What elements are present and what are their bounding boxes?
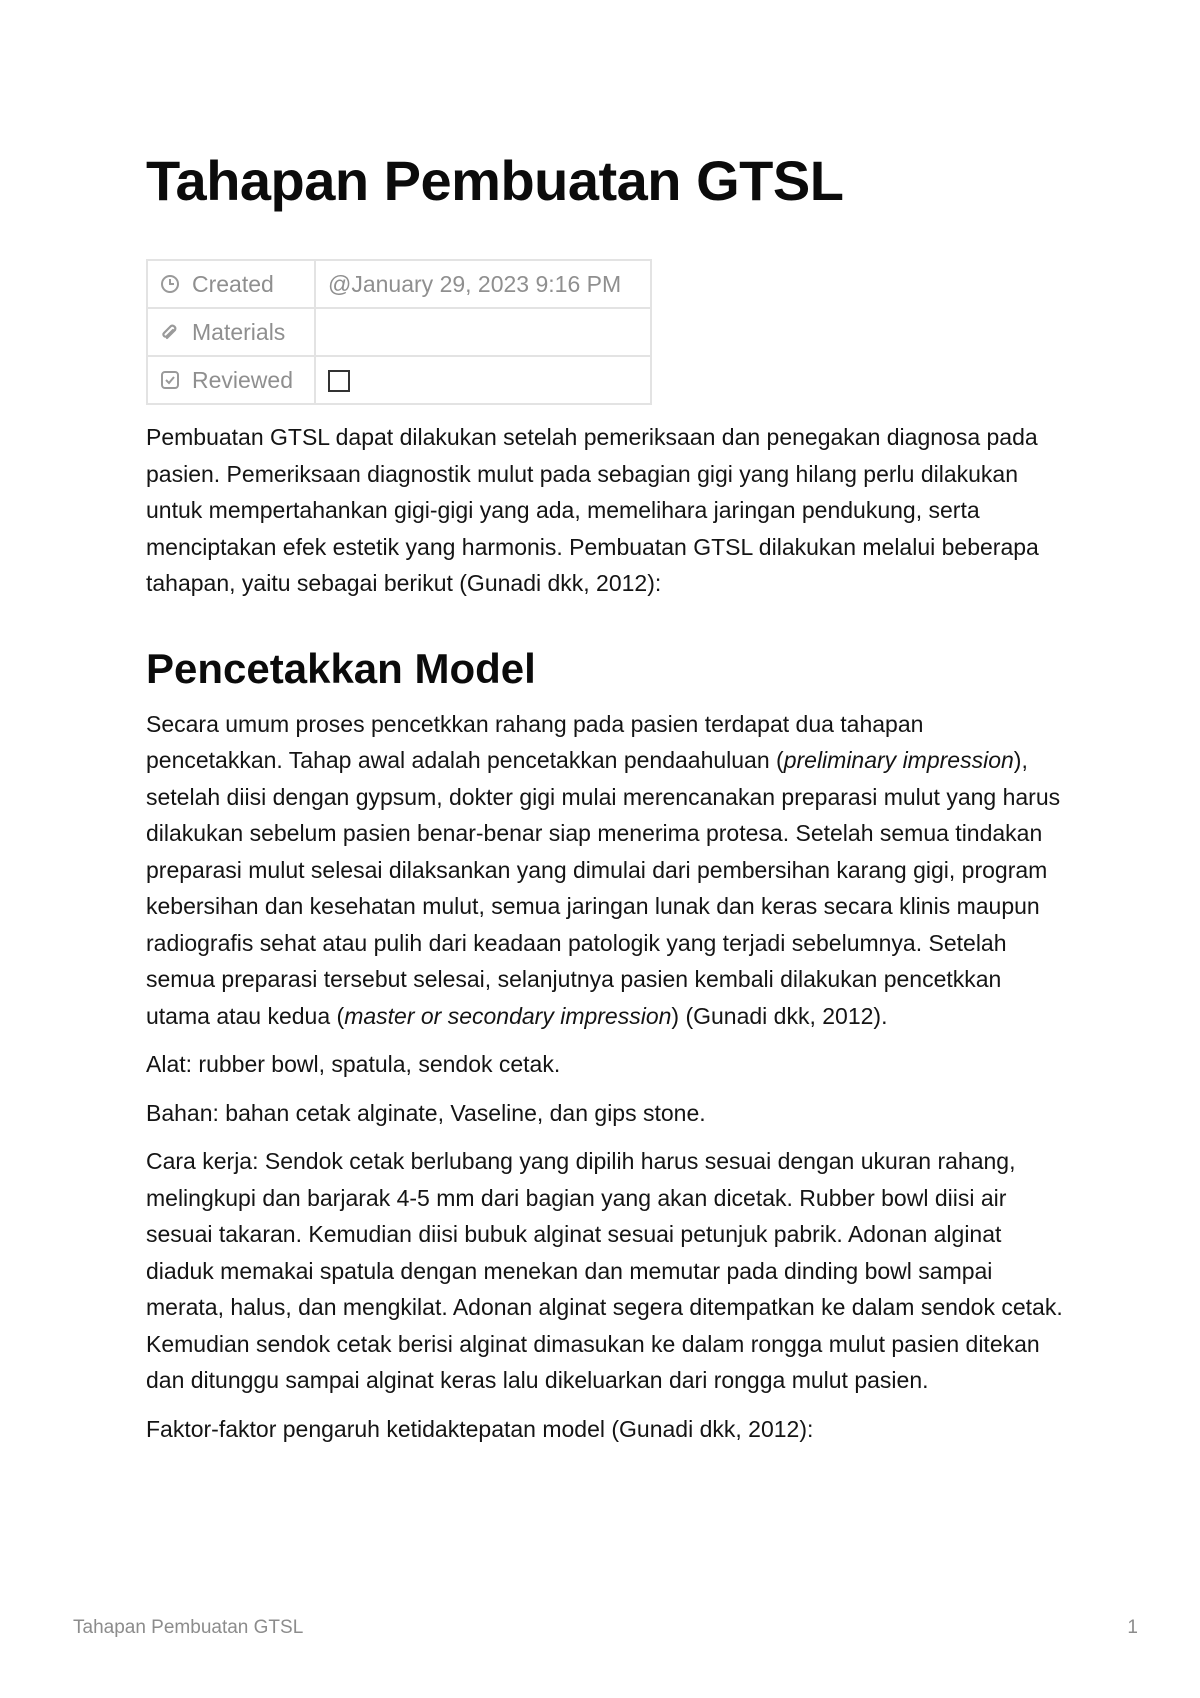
property-row-reviewed — [147, 356, 651, 404]
property-key-materials — [147, 308, 315, 356]
property-row-created — [147, 260, 651, 308]
italic-term: master or secondary impression — [344, 1002, 672, 1029]
section-heading: Pencetakkan Model — [146, 644, 536, 692]
bahan-paragraph: Bahan: bahan cetak alginate, Vaseline, dan gips stone. — [146, 1099, 706, 1126]
reviewed-checkbox[interactable] — [328, 370, 350, 392]
paragraph-text: ), setelah diisi dengan gypsum, dokter gigi mulai merencanakan preparasi mulut yang harus dilakukan sebelum pasien benar-benar siap menerima protesa. Setelah semua tindakan preparasi mulut selesai dilaksankan yang dimulai dari pembersihan karang gigi, program kebersihan dan kesehatan mulut, semua jaringan lunak dan keras secara klinis maupun radiografis sehat atau pulih dari keadaan patologik yang terjadi sebelumnya. Setelah semua preparasi tersebut selesai, selanjutnya pasien kembali dilakukan pencetkkan utama atau kedua ( — [146, 747, 1061, 1029]
property-label: Reviewed — [192, 366, 293, 393]
property-value-created[interactable]: @January 29, 2023 9:16 PM — [315, 260, 651, 308]
clock-icon — [160, 274, 180, 294]
cara-kerja-paragraph: Cara kerja: Sendok cetak berlubang yang dipilih harus sesuai dengan ukuran rahang, melingkupi dan barjarak 4-5 mm dari bagian yang akan dicetak. Rubber bowl diisi air sesuai takaran. Kemudian diisi bubuk alginat sesuai petunjuk pabrik. Adonan alginat diaduk memakai spatula dengan menekan dan memutar pada dinding bowl sampai merata, halus, dan mengkilat. Adonan alginat segera ditempatkan ke dalam sendok cetak. Kemudian sendok cetak berisi alginat dimasukan ke dalam rongga mulut pasien ditekan dan ditunggu sampai alginat keras lalu dikeluarkan dari rongga mulut pasien. — [146, 1148, 1063, 1393]
italic-term: preliminary impression — [783, 747, 1014, 773]
paragraph-text: Secara umum proses pencetkkan rahang pada pasien terdapat dua tahapan pencetakkan. Tahap awal adalah pencetakkan pendaahuluan ( — [146, 710, 924, 773]
properties-table — [146, 259, 652, 405]
page-title: Tahapan Pembuatan GTSL — [146, 149, 844, 212]
paperclip-icon — [160, 322, 180, 342]
property-key-reviewed — [147, 356, 315, 404]
property-label: Materials — [192, 318, 286, 345]
property-row-materials — [147, 308, 651, 356]
footer-title: Tahapan Pembuatan GTSL — [73, 1617, 304, 1638]
page-number: 1 — [1127, 1617, 1138, 1638]
property-label: Created — [192, 270, 274, 297]
section-paragraph — [146, 706, 1066, 1035]
intro-paragraph: Pembuatan GTSL dapat dilakukan setelah pemeriksaan dan penegakan diagnosa pada pasien. Pemeriksaan diagnostik mulut pada sebagian gigi yang hilang perlu dilakukan untuk mempertahankan gigi-gigi yang ada, memelihara jaringan pendukung, serta menciptakan efek estetik yang harmonis. Pembuatan GTSL dilakukan melalui beberapa tahapan, yaitu sebagai berikut (Gunadi dkk, 2012): — [146, 424, 1039, 596]
property-key-created — [147, 260, 315, 308]
checkbox-icon — [160, 370, 180, 390]
alat-paragraph: Alat: rubber bowl, spatula, sendok cetak. — [146, 1051, 561, 1077]
document-page — [146, 145, 1066, 1447]
property-value-materials[interactable] — [315, 308, 651, 356]
paragraph-text: ) (Gunadi dkk, 2012). — [671, 1002, 888, 1029]
property-value-reviewed — [315, 356, 651, 404]
faktor-paragraph: Faktor-faktor pengaruh ketidaktepatan model (Gunadi dkk, 2012): — [146, 1415, 814, 1442]
